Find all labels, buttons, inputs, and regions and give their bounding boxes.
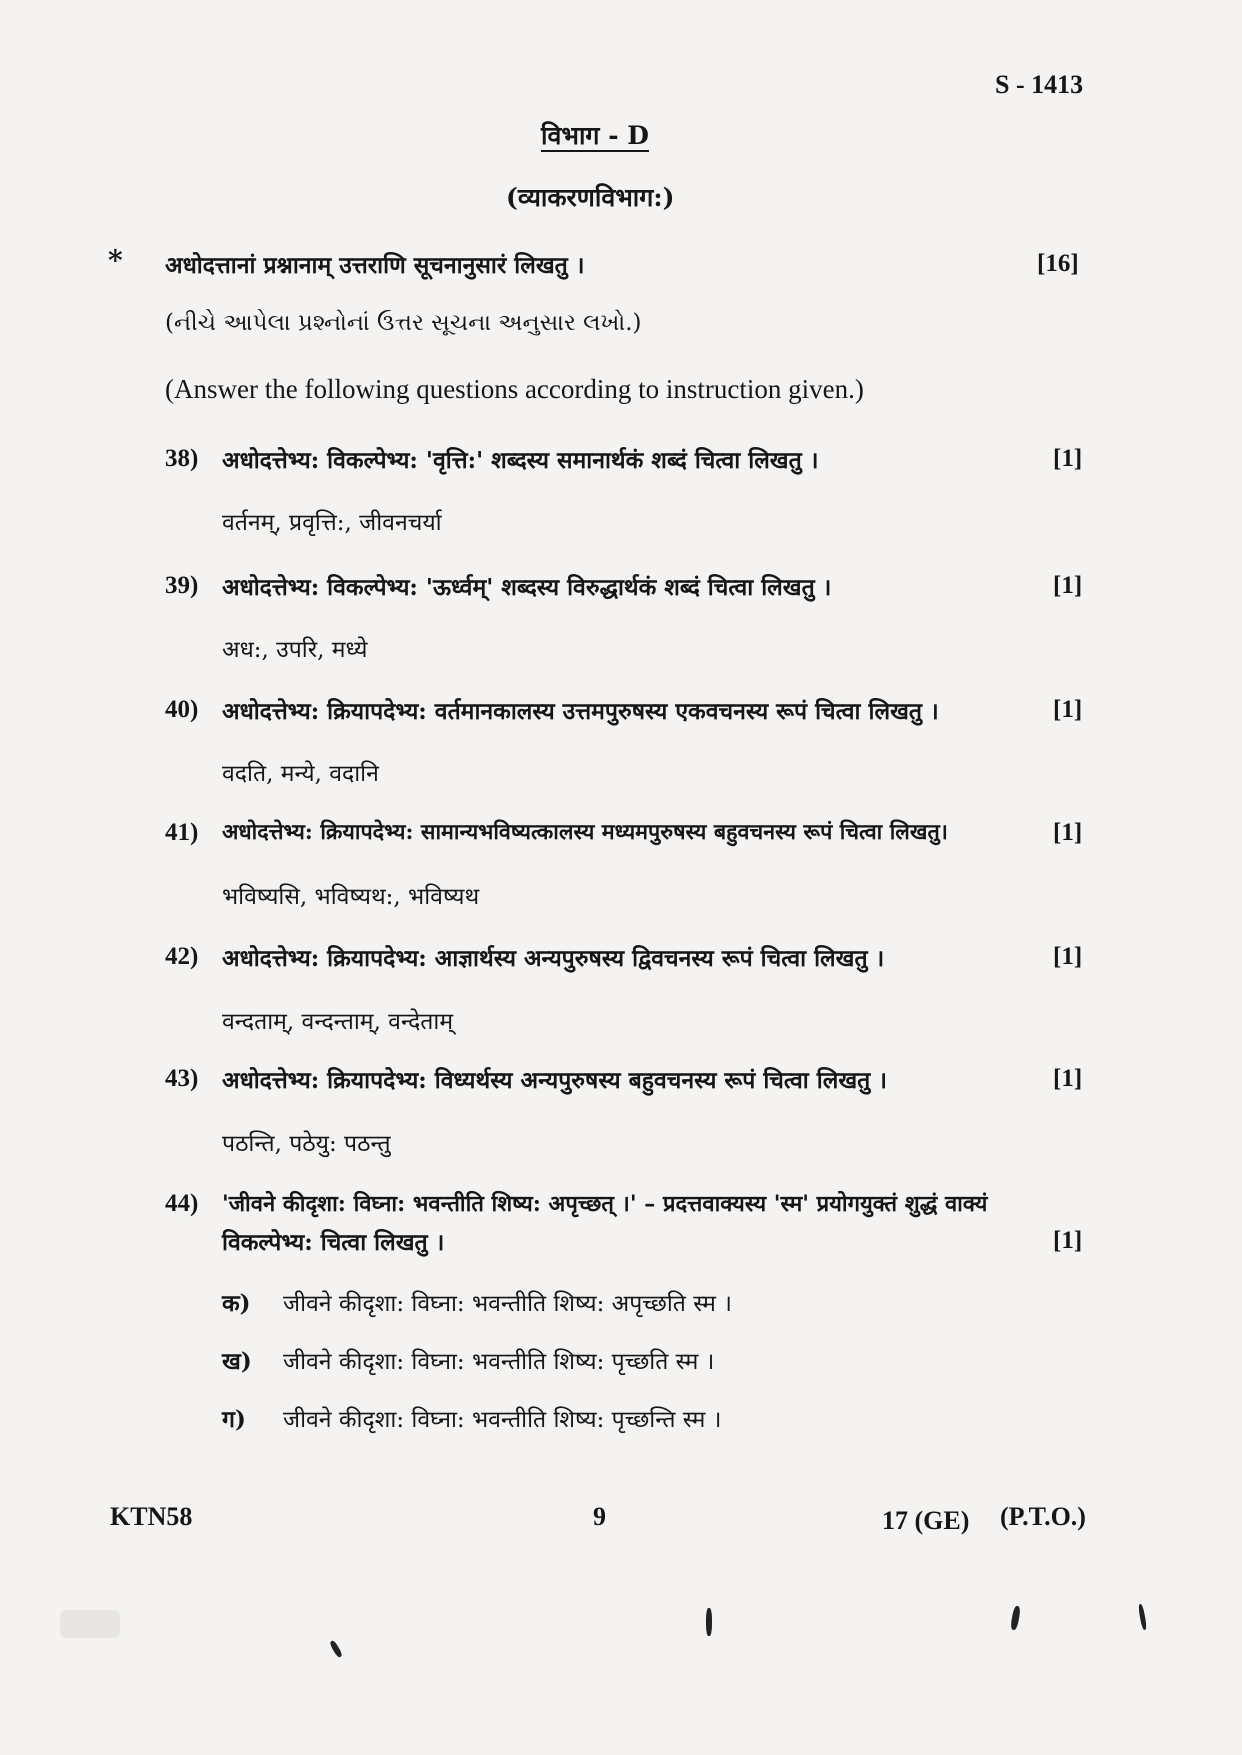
scan-mark [329, 1640, 343, 1659]
section-title: विभाग - D [541, 121, 649, 150]
question-options: वदति, मन्ये, वदानि [222, 761, 379, 787]
question-text: अधोदत्तेभ्य: विकल्पेभ्य: 'ऊर्ध्वम्' शब्दस्य विरुद्धार्थकं शब्दं चित्वा लिखतु । [222, 574, 832, 601]
choice-label: ग) [222, 1406, 246, 1433]
question-options: भविष्यसि, भविष्यथ:, भविष्यथ [222, 884, 480, 910]
question-text: अधोदत्तेभ्य: विकल्पेभ्य: 'वृत्ति:' शब्दस्य समानार्थकं शब्दं चित्वा लिखतु । [222, 447, 819, 474]
question-number: 39) [165, 572, 199, 599]
question-marks: [1] [1053, 445, 1083, 472]
choice-text: जीवने कीदृशा: विघ्ना: भवन्तीति शिष्य: अपृच्छति स्म । [283, 1291, 732, 1317]
footer-code: KTN58 [110, 1502, 193, 1531]
instruction-gujarati: (નીચે આપેલા પ્રશ્નોનાં ઉત્તર સૂચના અનુસાર લખો.) [165, 310, 642, 336]
question-marks: [1] [1053, 819, 1083, 846]
footer-pto: (P.T.O.) [1000, 1502, 1086, 1531]
question-number: 38) [165, 445, 199, 472]
instruction-english: (Answer the following questions according to instruction given.) [165, 374, 864, 404]
scan-mark [706, 1608, 712, 1636]
question-marks: [1] [1053, 696, 1083, 723]
question-marks: [1] [1053, 1065, 1083, 1092]
question-marks: [1] [1053, 943, 1083, 970]
choice-label: क) [222, 1290, 251, 1317]
question-text: अधोदत्तेभ्य: क्रियापदेभ्य: आज्ञार्थस्य अन्यपुरुषस्य द्विवचनस्य रूपं चित्वा लिखतु । [222, 945, 885, 972]
question-text-continued: विकल्पेभ्य: चित्वा लिखतु । [222, 1229, 445, 1256]
question-marks: [1] [1053, 572, 1083, 599]
question-options: अध:, उपरि, मध्ये [222, 637, 368, 663]
instruction-sanskrit: अधोदत्तानां प्रश्नानाम् उत्तराणि सूचनानुसारं लिखतु । [165, 252, 585, 279]
scan-smudge [60, 1610, 120, 1638]
scan-mark [1138, 1604, 1147, 1630]
question-marks: [1] [1053, 1227, 1083, 1254]
question-number: 41) [165, 819, 199, 846]
question-options: वर्तनम्, प्रवृत्ति:, जीवनचर्या [222, 510, 442, 536]
section-subtitle: (व्याकरणविभाग:) [506, 183, 675, 212]
question-text: 'जीवने कीदृशा: विघ्ना: भवन्तीति शिष्य: अपृच्छत् ।' – प्रदत्तवाक्यस्य 'स्म' प्रयोगयुक्तं शुद्धं वाक्यं [222, 1191, 988, 1217]
choice-text: जीवने कीदृशा: विघ्ना: भवन्तीति शिष्य: पृच्छन्ति स्म । [283, 1407, 722, 1433]
question-text: अधोदत्तेभ्य: क्रियापदेभ्य: विध्यर्थस्य अन्यपुरुषस्य बहुवचनस्य रूपं चित्वा लिखतु । [222, 1067, 887, 1094]
question-number: 40) [165, 696, 199, 723]
star-marker: * [108, 244, 123, 277]
paper-code: S - 1413 [995, 70, 1084, 99]
total-marks: [16] [1037, 250, 1079, 277]
scan-mark [1010, 1606, 1021, 1631]
footer-paper-code: 17 (GE) [882, 1506, 970, 1535]
question-options: वन्दताम्, वन्दन्ताम्, वन्देताम् [222, 1009, 454, 1035]
choice-text: जीवने कीदृशा: विघ्ना: भवन्तीति शिष्य: पृच्छति स्म । [283, 1349, 715, 1375]
page-number: 9 [593, 1502, 606, 1531]
question-options: पठन्ति, पठेयु: पठन्तु [222, 1131, 391, 1157]
question-number: 44) [165, 1190, 199, 1217]
question-text: अधोदत्तेभ्य: क्रियापदेभ्य: सामान्यभविष्यत्कालस्य मध्यमपुरुषस्य बहुवचनस्य रूपं चित्वा लिखतु। [222, 820, 948, 845]
question-number: 42) [165, 943, 199, 970]
question-text: अधोदत्तेभ्य: क्रियापदेभ्य: वर्तमानकालस्य उत्तमपुरुषस्य एकवचनस्य रूपं चित्वा लिखतु । [222, 698, 939, 725]
question-number: 43) [165, 1065, 199, 1092]
choice-label: ख) [222, 1348, 252, 1375]
